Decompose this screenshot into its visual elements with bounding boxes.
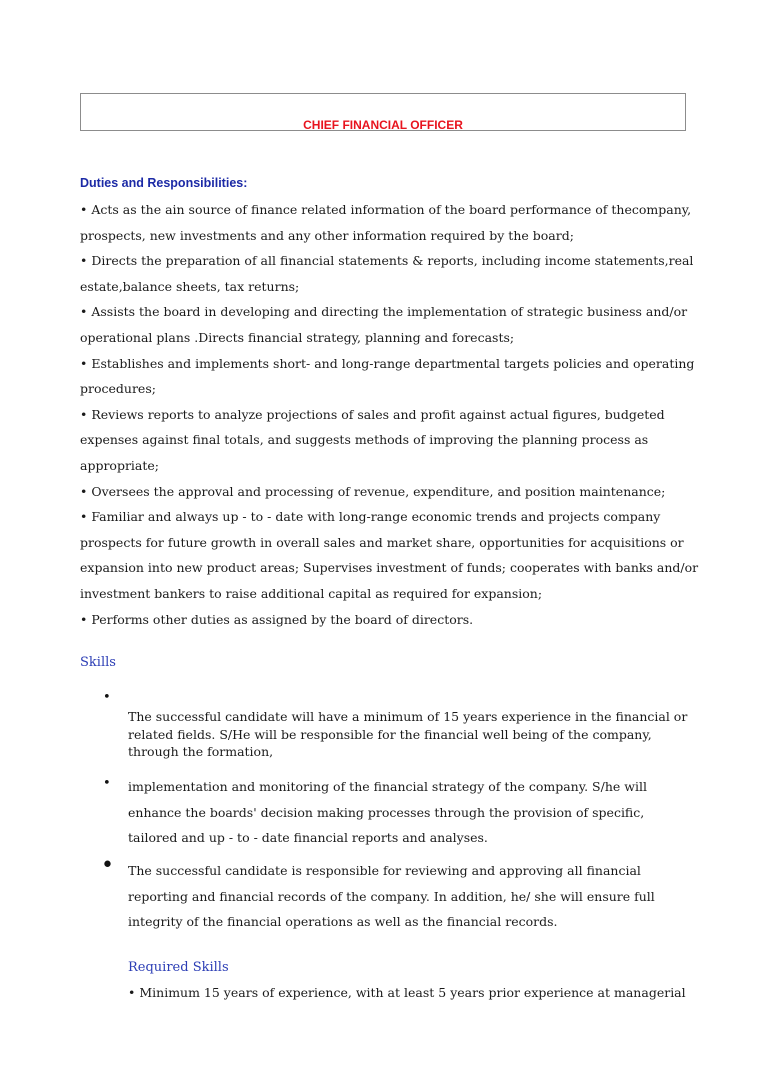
title-box: [80, 93, 686, 131]
duty-line: expenses against final totals, and suggests methods of improving the planning process as: [80, 432, 649, 448]
duty-line: • Familiar and always up - to - date with long-range economic trends and projects company: [80, 509, 661, 525]
duty-line: estate,balance sheets, tax returns;: [80, 278, 300, 294]
duty-line: expansion into new product areas; Supervises investment of funds; cooperates with banks and/or: [80, 560, 699, 576]
bullet-icon: •: [101, 853, 114, 878]
duty-line: appropriate;: [80, 457, 160, 473]
bullet-icon: •: [103, 690, 111, 705]
duty-line: procedures;: [80, 381, 156, 397]
duty-line: • Oversees the approval and processing of revenue, expenditure, and position maintenance;: [80, 483, 666, 499]
duty-line: • Performs other duties as assigned by the board of directors.: [80, 611, 474, 627]
duties-list: [80, 197, 700, 632]
duties-heading: Duties and Responsibilities:: [80, 176, 248, 190]
duty-line: prospects, new investments and any other information required by the board;: [80, 227, 574, 243]
skills-heading: Skills: [80, 655, 116, 670]
duty-line: prospects for future growth in overall sales and market share, opportunities for acquisitions or: [80, 534, 684, 550]
duty-line: operational plans .Directs financial strategy, planning and forecasts;: [80, 329, 515, 345]
page-title: CHIEF FINANCIAL OFFICER: [303, 118, 463, 132]
bullet-icon: •: [103, 776, 111, 791]
duty-line: • Acts as the ain source of finance related information of the board performance of thecompany,: [80, 202, 692, 217]
skill-item: implementation and monitoring of the financial strategy of the company. S/he will enhance the boards' decision making processes through the provision of specific, tailored and up - to - date financial reports and analyses.: [128, 779, 647, 846]
required-skill-item: • Minimum 15 years of experience, with at least 5 years prior experience at managerial: [128, 985, 686, 1000]
duty-line: • Directs the preparation of all financial statements & reports, including income statements,real: [80, 253, 694, 269]
skill-item: The successful candidate is responsible for reviewing and approving all financial reporting and financial records of the company. In addition, he/ she will ensure full integrity of the financial operations as well as the financial records.: [128, 863, 655, 930]
duty-line: • Establishes and implements short- and long-range departmental targets policies and operating: [80, 355, 695, 371]
required-skills-heading: Required Skills: [128, 960, 229, 975]
duty-line: investment bankers to raise additional capital as required for expansion;: [80, 585, 543, 601]
skill-item: The successful candidate will have a minimum of 15 years experience in the financial or related fields. S/He will be responsible for the financial well being of the company, through the formation,: [128, 709, 688, 759]
duty-line: • Reviews reports to analyze projections of sales and profit against actual figures, budgeted: [80, 406, 665, 422]
duty-line: • Assists the board in developing and directing the implementation of strategic business and/or: [80, 304, 688, 320]
